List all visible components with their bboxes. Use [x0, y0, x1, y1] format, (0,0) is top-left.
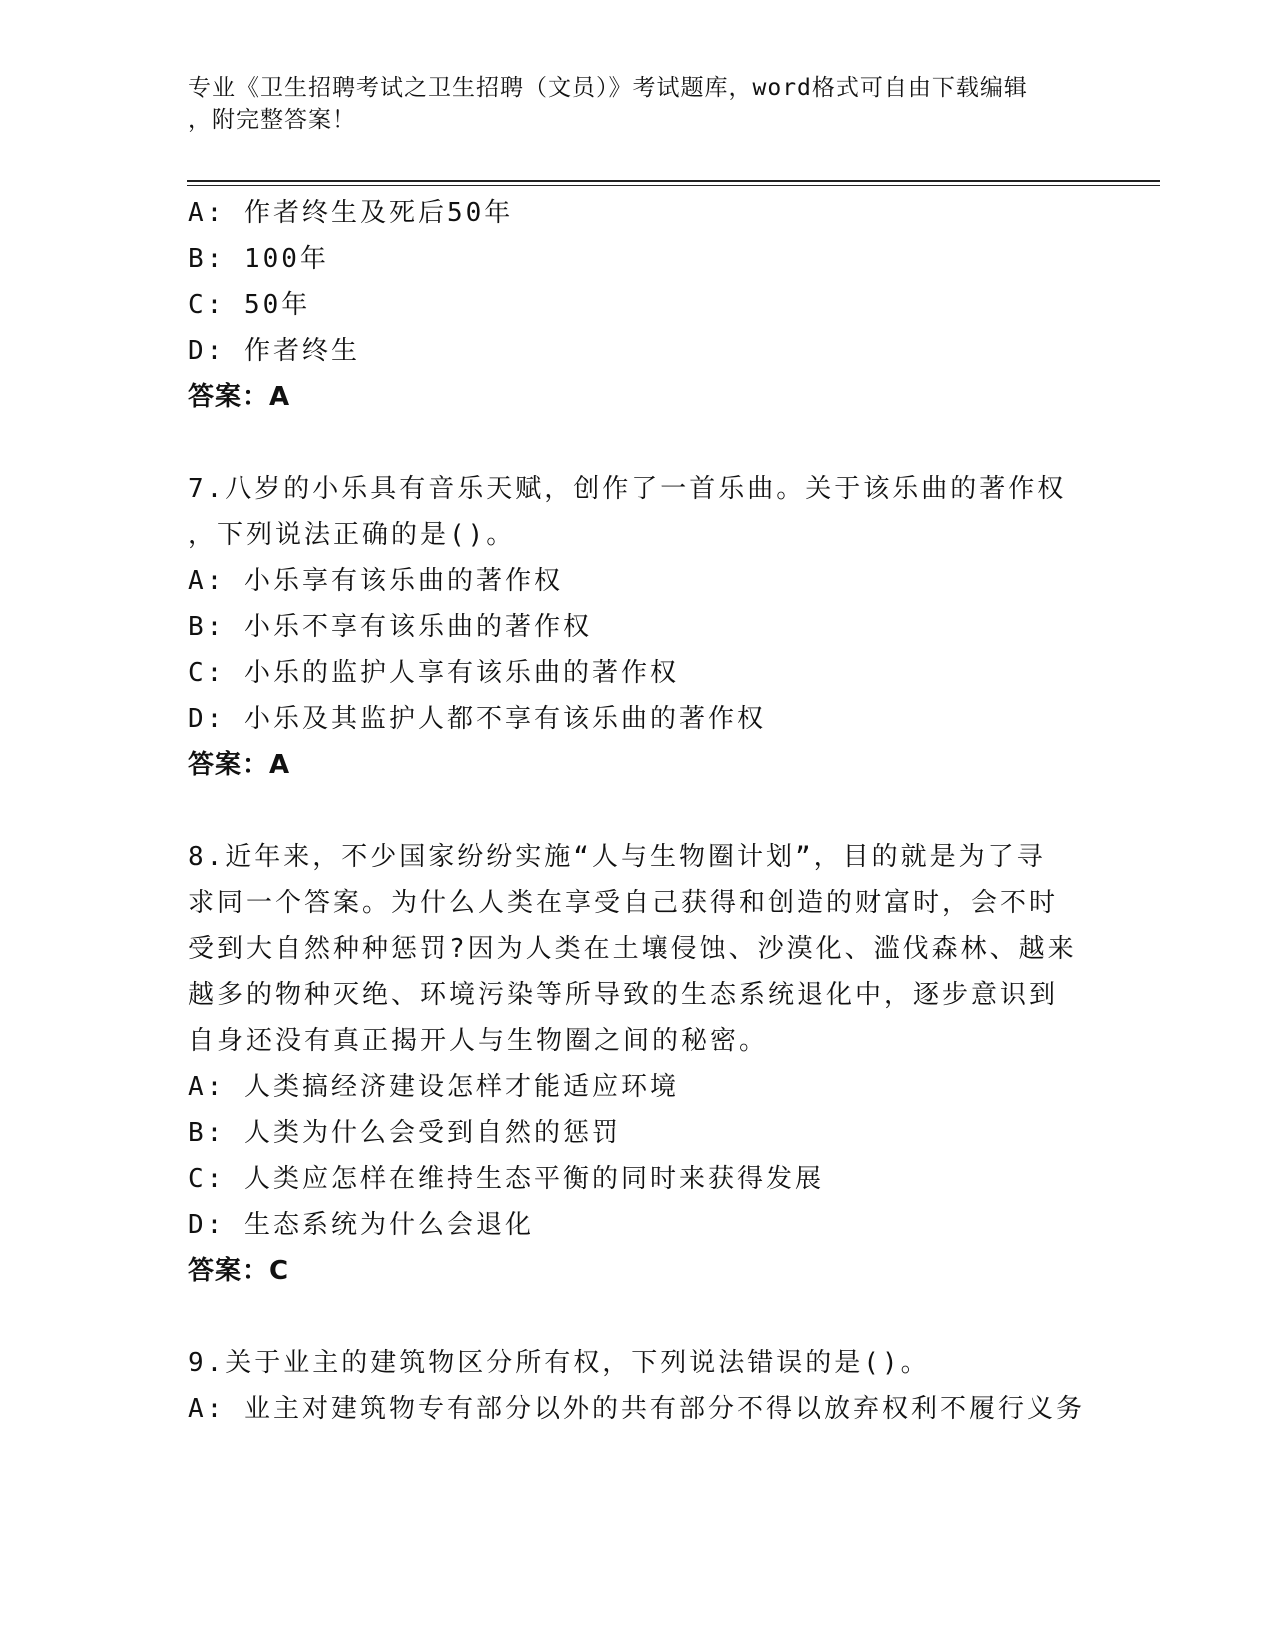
- question-stem: 受到大自然种种惩罚?因为人类在土壤侵蚀、沙漠化、滥伐森林、越来: [188, 934, 1077, 964]
- question-7: [188, 466, 1088, 788]
- spacer: [188, 788, 1088, 834]
- question-stem: 自身还没有真正揭开人与生物圈之间的秘密。: [188, 1026, 769, 1056]
- question-stem: ，下列说法正确的是()。: [188, 520, 516, 550]
- option-b: B: 100年: [188, 244, 329, 274]
- question-8: [188, 834, 1088, 1294]
- question-list: [188, 190, 1088, 1432]
- option-d: D: 生态系统为什么会退化: [188, 1210, 534, 1240]
- answer: 答案：A: [188, 750, 291, 780]
- answer: 答案：A: [188, 382, 291, 412]
- header-divider: [187, 180, 1160, 182]
- spacer: [188, 420, 1088, 466]
- question-stem: 求同一个答案。为什么人类在享受自己获得和创造的财富时，会不时: [188, 888, 1059, 918]
- option-a: A: 业主对建筑物专有部分以外的共有部分不得以放弃权利不履行义务: [188, 1394, 1085, 1424]
- question-6: [188, 190, 1088, 420]
- header-divider: [187, 185, 1160, 186]
- question-stem: 越多的物种灭绝、环境污染等所导致的生态系统退化中，逐步意识到: [188, 980, 1059, 1010]
- question-stem: 7.八岁的小乐具有音乐天赋，创作了一首乐曲。关于该乐曲的著作权: [188, 474, 1067, 504]
- header-line: ，附完整答案！: [188, 107, 356, 133]
- question-stem: 9.关于业主的建筑物区分所有权，下列说法错误的是()。: [188, 1348, 930, 1378]
- option-c: C: 小乐的监护人享有该乐曲的著作权: [188, 658, 679, 688]
- option-d: D: 作者终生: [188, 336, 360, 366]
- header-line: 专业《卫生招聘考试之卫生招聘（文员）》考试题库，word格式可自由下载编辑: [188, 75, 1028, 101]
- document-header: [188, 72, 1088, 136]
- answer: 答案：C: [188, 1256, 290, 1286]
- option-a: A: 作者终生及死后50年: [188, 198, 514, 228]
- spacer: [188, 1294, 1088, 1340]
- option-b: B: 小乐不享有该乐曲的著作权: [188, 612, 592, 642]
- option-c: C: 人类应怎样在维持生态平衡的同时来获得发展: [188, 1164, 824, 1194]
- option-a: A: 小乐享有该乐曲的著作权: [188, 566, 563, 596]
- option-a: A: 人类搞经济建设怎样才能适应环境: [188, 1072, 679, 1102]
- question-9: [188, 1340, 1088, 1432]
- option-d: D: 小乐及其监护人都不享有该乐曲的著作权: [188, 704, 766, 734]
- option-b: B: 人类为什么会受到自然的惩罚: [188, 1118, 621, 1148]
- option-c: C: 50年: [188, 290, 311, 320]
- question-stem: 8.近年来，不少国家纷纷实施“人与生物圈计划”，目的就是为了寻: [188, 842, 1046, 872]
